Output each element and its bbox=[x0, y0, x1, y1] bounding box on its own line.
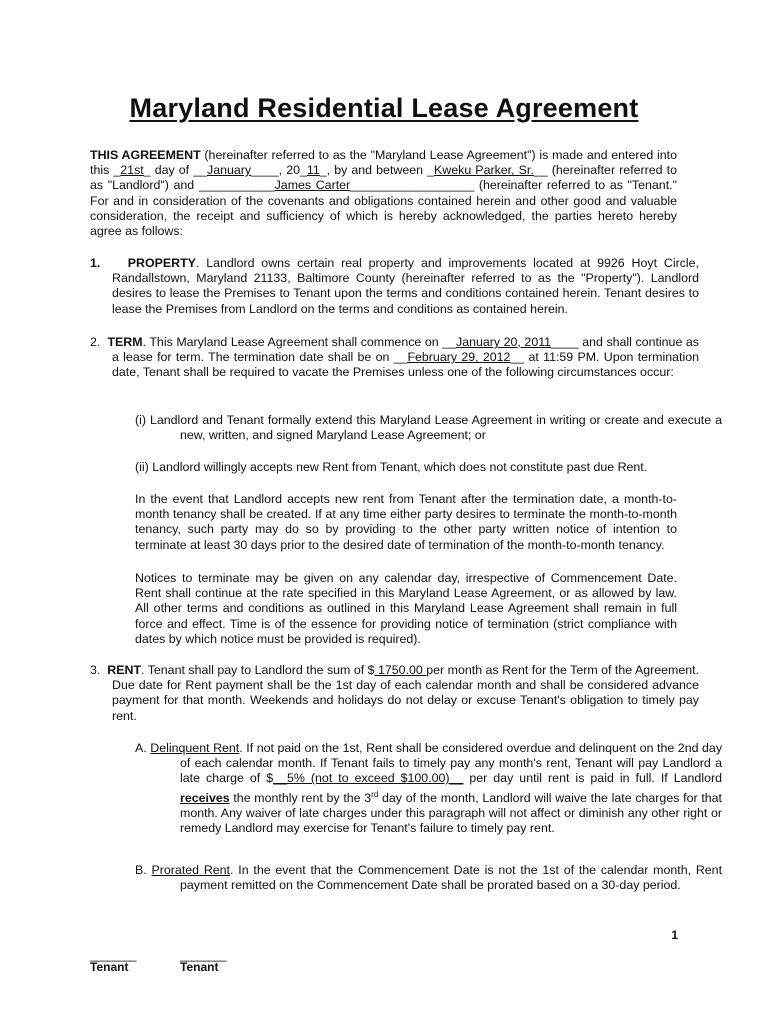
term-circumstance-i: (i) Landlord and Tenant formally extend this Maryland Lease Agreement in writing or create and execute a new, written, and signed Maryland Lease Agreement; or bbox=[135, 413, 722, 443]
intro-text: __________________ (hereinafter referred to as "Tenant." For and in consideration of the covenants and obligations contained herein and other good and valuable consideration, the receipt and sufficiency of which is hereby acknowledged, the parties hereto hereby agree as follows: bbox=[90, 178, 677, 239]
intro-paragraph bbox=[90, 148, 677, 239]
property-heading: PROPERTY bbox=[127, 256, 196, 270]
intro-text: _ day of __ bbox=[143, 163, 207, 178]
signature-label: Tenant bbox=[180, 960, 219, 974]
property-text: . Landlord owns certain real property and improvements located at 9926 Hoyt Circle, Randallstown, Maryland 21133, Baltimore County (hereinafter referred to as the "Property"). Landlord desires to lease the Premises to Tenant upon the terms and conditions contained herein. Tenant desires to lease the Premises from Landlord on the terms and conditions as contained herein. bbox=[112, 256, 699, 316]
rent-amount: 1750.00 bbox=[374, 663, 427, 677]
intro-text: (hereinafter referred to as the "Maryland Lease Agreement") is made and entered into this _ bbox=[90, 148, 677, 178]
agreement-month: January bbox=[207, 163, 252, 178]
delinquent-text: . If not paid on the 1st, Rent shall be considered overdue and delinquent on the 2nd day of each calendar month. If Tenant fails to timely pay any month's rent, Tenant will pay Landlord a late charge of $ bbox=[180, 741, 723, 786]
subsection-label: A. bbox=[135, 741, 147, 755]
landlord-name: Kweku Parker, Sr. bbox=[434, 163, 534, 178]
term-circumstance-ii: (ii) Landlord willingly accepts new Rent from Tenant, which does not constitute past due Rent. bbox=[135, 460, 648, 474]
rent-text: . Tenant shall pay to Landlord the sum of $ bbox=[141, 663, 375, 677]
agreement-year: 11 bbox=[306, 163, 320, 178]
prorated-rent-heading: Prorated Rent bbox=[151, 863, 231, 877]
rent-heading: RENT bbox=[107, 663, 142, 677]
delinquent-rent-heading: Delinquent Rent bbox=[150, 741, 240, 755]
month-to-month-paragraph: In the event that Landlord accepts new rent from Tenant after the termination date, a month-to-month tenancy shall be created. If at any time either party desires to terminate the month-to-month tenancy, such party may do so by providing to the other party written notice of intention to terminate at least 30 days prior to the desired date of termination of the month-to-month tenancy. bbox=[135, 492, 677, 552]
delinquent-text: per day until rent is paid in full. If Landlord bbox=[463, 771, 722, 786]
late-charge: __5% (not to exceed $100.00)__ bbox=[273, 771, 464, 786]
delinquent-text: day of the month, Landlord will waive the late charges for that month. Any waiver of late charges under this paragraph will not affect or diminish any other right or remedy Landlord may exercise for Tenant's failure to timely pay rent. bbox=[180, 790, 722, 836]
section-number: 3. bbox=[90, 663, 101, 677]
subsection-label: B. bbox=[135, 863, 147, 877]
tenant-name: James Carter bbox=[274, 178, 351, 193]
tenant-signature-2 bbox=[180, 948, 225, 974]
intro-text: __ (hereinafter referred to as "Landlord") and ___________ bbox=[90, 163, 678, 193]
section-number: 2. bbox=[90, 335, 101, 349]
tenant-signature-1 bbox=[90, 948, 135, 974]
section-number: 1. bbox=[90, 256, 101, 270]
term-heading: TERM bbox=[107, 335, 143, 349]
term-text: ____ and shall continue as a lease for term. The termination date shall be on __ bbox=[112, 335, 699, 365]
delinquent-rent-paragraph bbox=[135, 741, 722, 836]
ordinal-suffix: rd bbox=[371, 789, 379, 799]
prorated-rent-paragraph bbox=[135, 863, 722, 893]
prorated-text: . In the event that the Commencement Date is not the 1st of the calendar month, Rent payment remitted on the Commencement Date shall be prorated based on a 30-day period. bbox=[180, 863, 723, 893]
agreement-day: 21st bbox=[120, 163, 144, 178]
term-text: __ at 11:59 PM. Upon termination date, Tenant shall be required to vacate the Premises unless one of the following circumstances occur: bbox=[112, 350, 699, 380]
intro-lead: THIS AGREEMENT bbox=[90, 148, 201, 162]
delinquent-text: the monthly rent by the 3 bbox=[229, 790, 372, 805]
signature-label: Tenant bbox=[90, 960, 129, 974]
document-title: Maryland Residential Lease Agreement bbox=[129, 93, 639, 123]
intro-text: _, by and between _ bbox=[319, 163, 435, 178]
term-text: . This Maryland Lease Agreement shall commence on __ bbox=[142, 335, 456, 349]
notices-paragraph: Notices to terminate may be given on any calendar day, irrespective of Commencement Date. Rent shall continue at the rate specified in this Maryland Lease Agreement, or as allowed by law. All other terms and conditions as outlined in this Maryland Lease Agreement shall remain in full force and effect. Time is of the essence for providing notice of termination (strict compliance with dates by which notice must be provided is required). bbox=[135, 571, 677, 646]
signature-line: ________ bbox=[90, 948, 136, 962]
term-section bbox=[90, 335, 699, 381]
rent-text: per month as Rent for the Term of the Agreement. Due date for Rent payment shall be the 1st day of each calendar month and shall be considered advance payment for that month. Weekends and holidays do not delay or excuse Tenant's obligation to timely pay rent. bbox=[112, 663, 699, 723]
intro-text: ____, 20_ bbox=[251, 163, 307, 178]
receives-emphasis: receives bbox=[180, 790, 230, 805]
property-section bbox=[90, 256, 699, 317]
page-number: 1 bbox=[671, 928, 678, 942]
signature-line: ________ bbox=[180, 948, 226, 962]
rent-section bbox=[90, 663, 699, 724]
commencement-date: January 20, 2011 bbox=[456, 335, 552, 349]
termination-date: February 29, 2012 bbox=[407, 350, 511, 365]
